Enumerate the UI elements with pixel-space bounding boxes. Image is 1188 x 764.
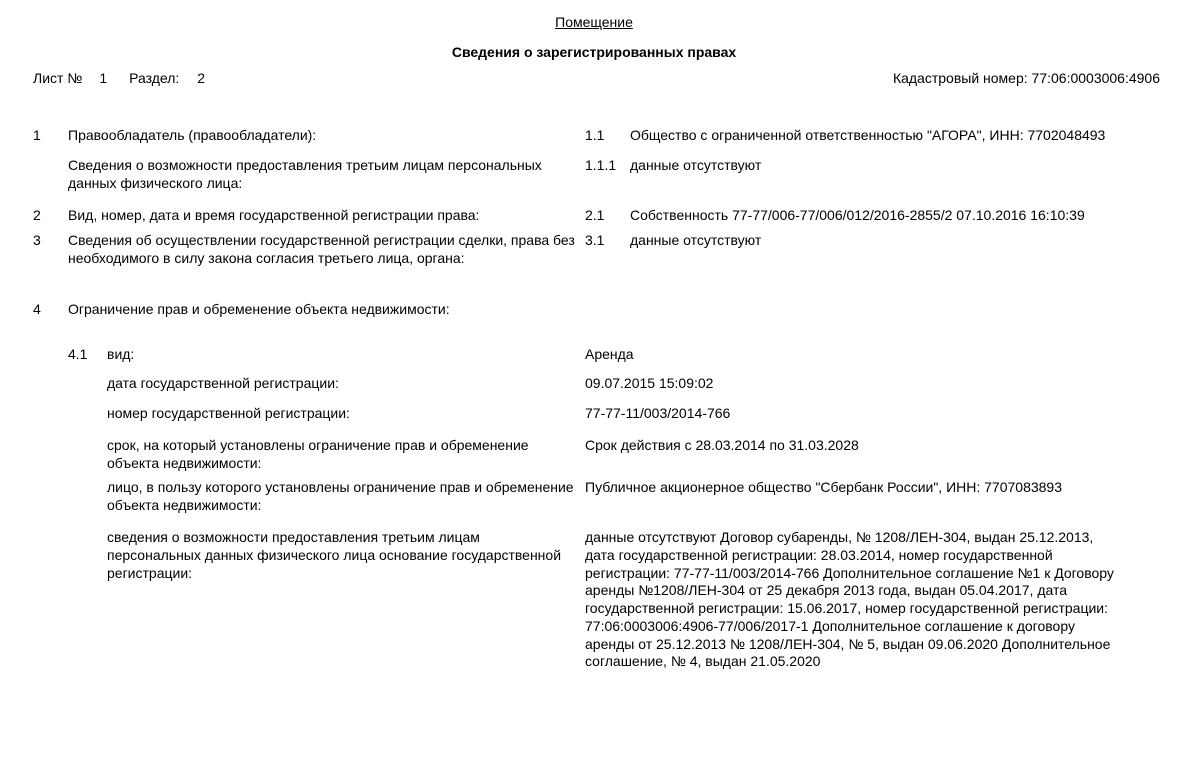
subrow-label: номер государственной регистрации: <box>107 405 350 422</box>
row-number: 3 <box>33 232 41 249</box>
table-subrow <box>0 479 1188 515</box>
row-label: Правообладатель (правообладатели): <box>68 127 317 144</box>
document-page <box>0 14 1188 671</box>
sheet-number: 1 <box>99 69 108 86</box>
row-value: данные отсутствуют <box>630 157 762 174</box>
table-row <box>0 127 1188 145</box>
section-label: Раздел: <box>129 69 180 86</box>
table-subrow <box>0 346 1188 364</box>
row-label: Сведения о возможности предоставления третьим лицам персональных данных физического лица: <box>68 157 542 191</box>
subrow-value: данные отсутствуют Договор субаренды, № 1208/ЛЕН-304, выдан 25.12.2013, дата государственной регистрации: 28.03.2014, номер государственной регистрации: 77-77-11/003/2014-766 Дополнительное соглашение №1 к Договору аренды №1208/ЛЕН-304 от 25 декабря 2013 года, выдан 05.04.2017, дата государственной регистрации: 15.06.2017, номер государственной регистрации: 77:06:0003006:4906-77/006/2017-1 Дополнительное соглашение к договору аренды от 25.12.2013 № 1208/ЛЕН-304, № 5, выдан 09.06.2020 Дополнительное соглашение, № 4, выдан 21.05.2020 <box>585 529 1114 670</box>
table-subrow <box>0 529 1188 671</box>
subrow-value: 77-77-11/003/2014-766 <box>585 405 731 422</box>
doc-type-text: Помещение <box>555 14 633 30</box>
table-subrow <box>0 405 1188 423</box>
table-row <box>0 301 1188 319</box>
meta-row <box>0 70 1188 88</box>
section-number: 2 <box>197 69 206 86</box>
table-row <box>0 232 1188 268</box>
subrow-value: 09.07.2015 15:09:02 <box>585 375 714 392</box>
row-number: 2 <box>33 206 41 223</box>
sheet-label: Лист № <box>33 69 83 86</box>
doc-type-title <box>0 14 1188 32</box>
row-value: данные отсутствуют <box>630 232 762 249</box>
subrow-value: Срок действия с 28.03.2014 по 31.03.2028 <box>585 436 859 453</box>
value-number: 3.1 <box>585 232 605 249</box>
table-subrow <box>0 375 1188 393</box>
subrow-label: дата государственной регистрации: <box>107 375 339 392</box>
row-label: Ограничение прав и обременение объекта недвижимости: <box>68 300 450 317</box>
row-number: 4 <box>33 300 41 317</box>
value-number: 1.1.1 <box>585 157 617 174</box>
subrow-value: Публичное акционерное общество "Сбербанк России", ИНН: 7707083893 <box>585 479 1063 496</box>
table-subrow <box>0 437 1188 473</box>
sheet-section-info <box>33 70 205 88</box>
table-row <box>0 157 1188 193</box>
subrow-label: сведения о возможности предоставления третьим лицам персональных данных физического лица основание государственной регистрации: <box>107 529 562 581</box>
row-value: Собственность 77-77/006-77/006/012/2016-2855/2 07.10.2016 16:10:39 <box>630 206 1085 223</box>
section-title: Сведения о зарегистрированных правах <box>451 43 737 60</box>
row-number: 1 <box>33 127 41 144</box>
subrow-number: 4.1 <box>68 345 88 362</box>
subrow-value: Аренда <box>585 345 634 362</box>
value-number: 1.1 <box>585 127 605 144</box>
cadastral-value: 77:06:0003006:4906 <box>1031 69 1160 86</box>
row-label: Сведения об осуществлении государственной регистрации сделки, права без необходимого в силу закона согласия третьего лица, органа: <box>68 232 575 267</box>
cadastral-number <box>893 70 1160 88</box>
subrow-label: срок, на который установлены ограничение прав и обременение объекта недвижимости: <box>107 436 529 471</box>
value-number: 2.1 <box>585 206 605 223</box>
cadastral-label: Кадастровый номер: <box>892 69 1028 86</box>
subrow-label: лицо, в пользу которого установлены ограничение прав и обременение объекта недвижимости: <box>107 479 574 514</box>
row-label: Вид, номер, дата и время государственной регистрации права: <box>68 206 480 223</box>
row-value: Общество с ограниченной ответственностью "АГОРА", ИНН: 7702048493 <box>630 127 1106 144</box>
table-row <box>0 207 1188 225</box>
subrow-label: вид: <box>107 345 135 362</box>
